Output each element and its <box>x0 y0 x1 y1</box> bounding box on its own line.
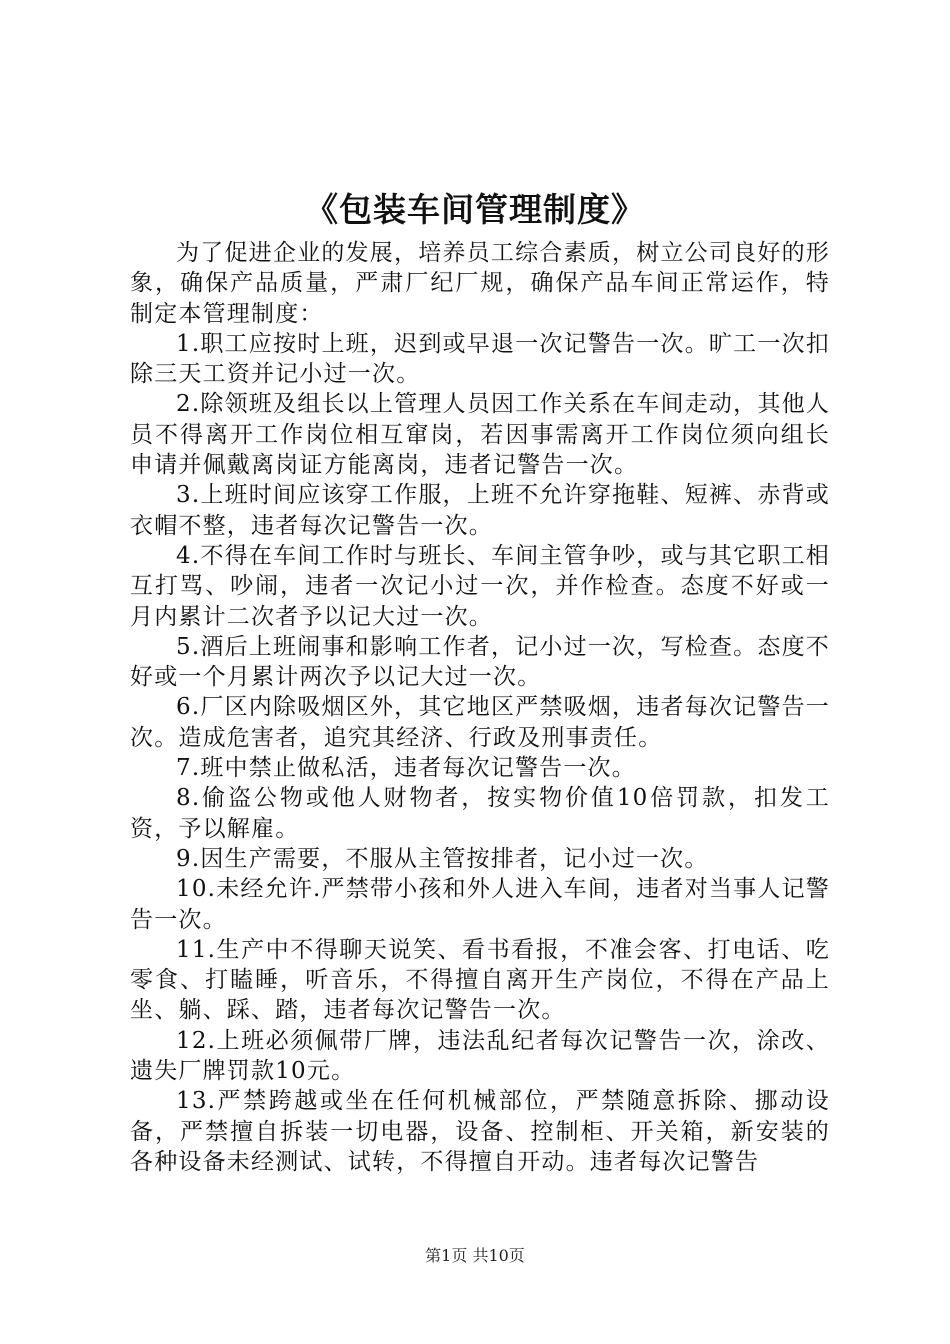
rule-7: 7.班中禁止做私活，违者每次记警告一次。 <box>176 755 636 782</box>
rule-10: 10.未经允许.严禁带小孩和外人进入车间，违者对当事人记警告一次。 <box>130 876 830 933</box>
rule-5: 5.酒后上班闹事和影响工作者，记小过一次，写检查。态度不好或一个月累计两次予以记大过一次。 <box>130 633 830 691</box>
document-title: 《包装车间管理制度》 <box>305 190 645 229</box>
rule-3: 3.上班时间应该穿工作服，上班不允许穿拖鞋、短裤、赤背或衣帽不整，违者每次记警告一次。 <box>130 482 830 539</box>
rule-11: 11.生产中不得聊天说笑、看书看报，不准会客、打电话、吃零食、打瞌睡，听音乐，不得擅自离开生产岗位，不得在产品上坐、躺、踩、踏，违者每次记警告一次。 <box>130 936 830 1024</box>
rule-2: 2.除领班及组长以上管理人员因工作关系在车间走动，其他人员不得离开工作岗位相互窜岗，若因事需离开工作岗位须向组长申请并佩戴离岗证方能离岗，违者记警告一次。 <box>130 391 830 479</box>
rule-9: 9.因生产需要，不服从主管按排者，记小过一次。 <box>176 845 709 872</box>
intro-paragraph: 为了促进企业的发展，培养员工综合素质，树立公司良好的形象，确保产品质量，严肃厂纪厂规，确保产品车间正常运作，特制定本管理制度： <box>130 240 830 327</box>
rule-4: 4.不得在车间工作时与班长、车间主管争吵，或与其它职工相互打骂、吵闹，违者一次记小过一次，并作检查。态度不好或一月内累计二次者予以记大过一次。 <box>130 542 830 630</box>
rule-6: 6.厂区内除吸烟区外，其它地区严禁吸烟，违者每次记警告一次。造成危害者，追究其经济、行政及刑事责任。 <box>130 694 830 751</box>
rule-13: 13.严禁跨越或坐在任何机械部位，严禁随意拆除、挪动设备，严禁擅自拆装一切电器，设备、控制柜、开关箱，新安装的各种设备未经测试、试转，不得擅自开动。违者每次记警告 <box>130 1088 830 1175</box>
rule-8: 8.偷盗公物或他人财物者，按实物价值10倍罚款，扣发工资，予以解雇。 <box>130 785 830 842</box>
rule-12: 12.上班必须佩带厂牌，违法乱纪者每次记警告一次，涂改、遗失厂牌罚款10元。 <box>130 1027 830 1085</box>
document-body <box>130 238 830 1177</box>
rule-1: 1.职工应按时上班，迟到或早退一次记警告一次。旷工一次扣除三天工资并记小过一次。 <box>130 330 830 388</box>
page-number-footer: 第1页 共10页 <box>425 1246 525 1265</box>
